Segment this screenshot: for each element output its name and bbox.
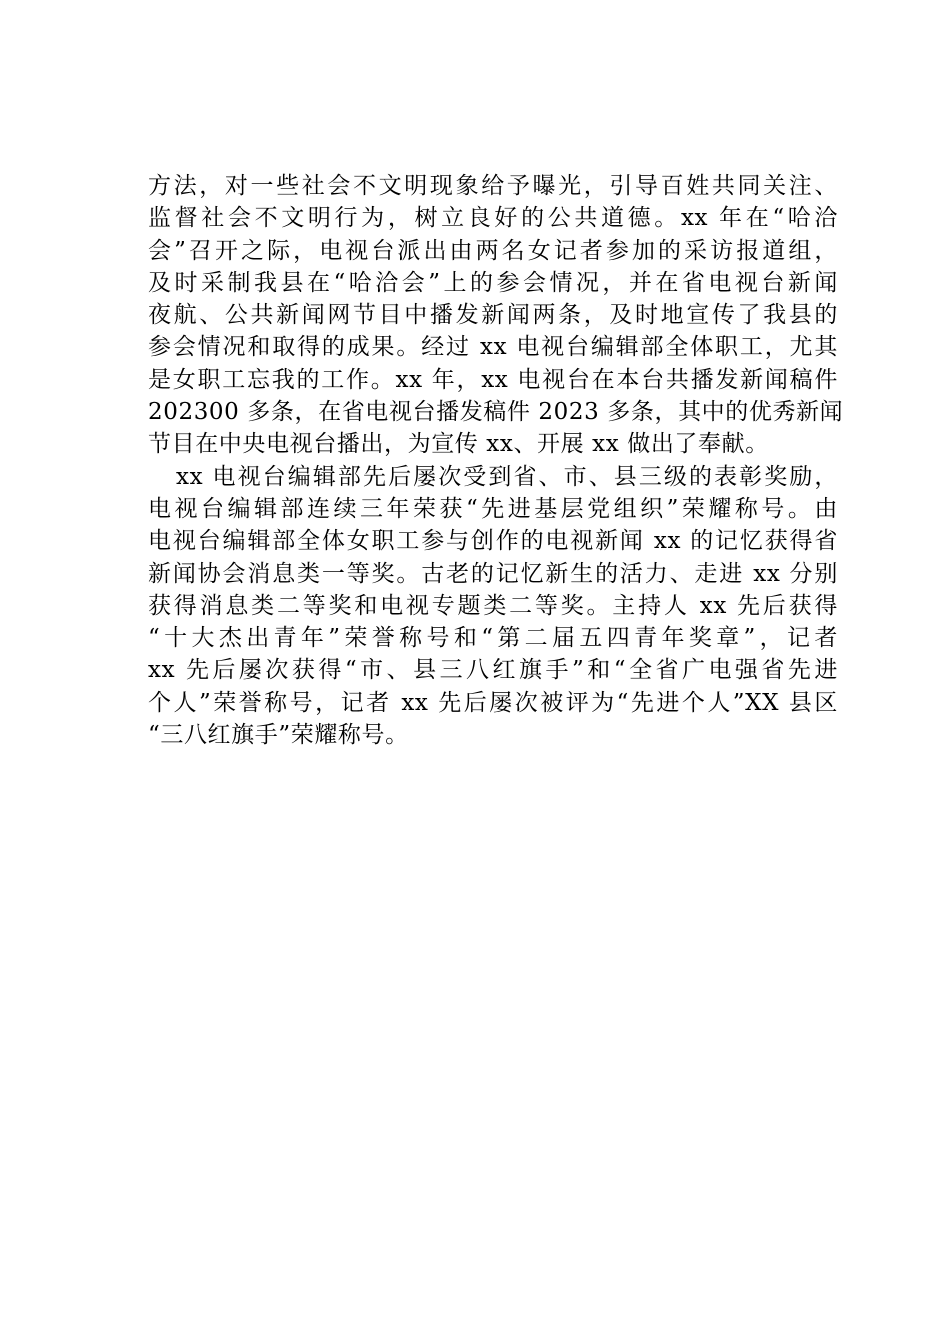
paragraph-line: 夜航、公共新闻网节目中播发新闻两条，及时地宣传了我县的 xyxy=(148,302,838,329)
paragraph-line: 会”召开之际，电视台派出由两名女记者参加的采访报道组， xyxy=(148,237,838,264)
paragraph-line: 节目在中央电视台播出，为宣传 xx、开展 xx 做出了奉献。 xyxy=(148,431,769,458)
paragraph-line: 方法，对一些社会不文明现象给予曝光，引导百姓共同关注、 xyxy=(148,173,838,199)
paragraph-line: 新闻协会消息类一等奖。古老的记忆新生的活力、走进 xx 分别 xyxy=(148,560,838,587)
paragraph-line: “三八红旗手”荣耀称号。 xyxy=(148,722,409,749)
paragraph-line: 个人”荣誉称号，记者 xx 先后屡次被评为“先进个人”XX 县区 xyxy=(148,689,838,716)
paragraph-line: 电视台编辑部全体女职工参与创作的电视新闻 xx 的记忆获得省 xyxy=(148,528,838,555)
paragraph-1 xyxy=(148,170,844,461)
paragraph-line: 获得消息类二等奖和电视专题类二等奖。主持人 xx 先后获得 xyxy=(148,592,838,619)
paragraph-line: “十大杰出青年”荣誉称号和“第二届五四青年奖章”，记者 xyxy=(148,625,838,652)
paragraph-line: 参会情况和取得的成果。经过 xx 电视台编辑部全体职工，尤其 xyxy=(148,334,838,361)
paragraph-line: xx 先后屡次获得“市、县三八红旗手”和“全省广电强省先进 xyxy=(148,657,838,684)
paragraph-line: 202300 多条，在省电视台播发稿件 2023 多条，其中的优秀新闻 xyxy=(148,399,844,426)
paragraph-2 xyxy=(148,461,838,752)
paragraph-line: 电视台编辑部连续三年荣获“先进基层党组织”荣耀称号。由 xyxy=(148,495,838,522)
document-body xyxy=(148,170,844,751)
paragraph-line: 是女职工忘我的工作。xx 年，xx 电视台在本台共播发新闻稿件 xyxy=(148,366,838,393)
paragraph-line: xx 电视台编辑部先后屡次受到省、市、县三级的表彰奖励， xyxy=(176,463,838,490)
paragraph-line: 监督社会不文明行为，树立良好的公共道德。xx 年在“哈洽 xyxy=(148,205,838,232)
paragraph-line: 及时采制我县在“哈洽会”上的参会情况，并在省电视台新闻 xyxy=(148,269,838,296)
